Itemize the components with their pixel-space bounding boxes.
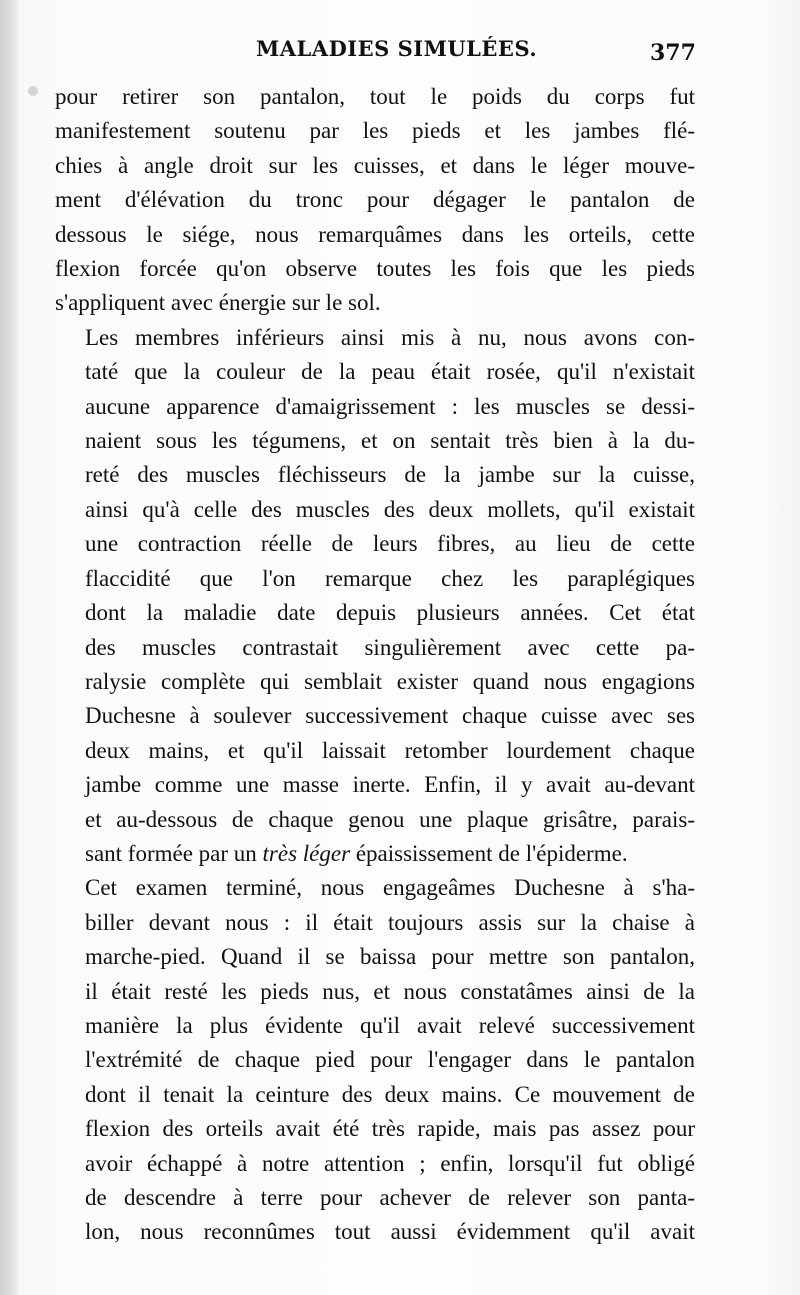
text-line: taté que la couleur de la peau était rosée, qu'il n'existait (85, 359, 695, 385)
text-line: aucune apparence d'amaigrissement : les muscles se dessi- (85, 393, 695, 419)
text-line: manifestement soutenu par les pieds et les jambes flé- (55, 118, 695, 144)
text-line: jambe comme une masse inerte. Enfin, il y avait au-devant (85, 772, 695, 798)
text-line: manière la plus évidente qu'il avait relevé successivement (85, 1012, 695, 1038)
text-line: pour retirer son pantalon, tout le poids du corps fut (55, 84, 695, 109)
text-line: marche-pied. Quand il se baissa pour mettre son pantalon, (85, 944, 695, 970)
text-line: s'appliquent avec énergie sur le sol. (55, 290, 381, 316)
text-line: lon, nous reconnûmes tout aussi évidemment qu'il avait (85, 1219, 695, 1245)
text-line: l'extrémité de chaque pied pour l'engager dans le pantalon (85, 1047, 695, 1073)
text-line: dont il tenait la ceinture des deux mains. Ce mouvement de (85, 1081, 695, 1107)
text-line: chies à angle droit sur les cuisses, et dans le léger mouve- (55, 152, 695, 178)
page-gutter-shadow (0, 0, 18, 1295)
text-line: il était resté les pieds nus, et nous constatâmes ainsi de la (85, 978, 695, 1004)
paragraph-1 (55, 80, 695, 321)
text-line: flexion des orteils avait été très rapide, mais pas assez pour (85, 1116, 695, 1142)
text-line: des muscles contrastait singulièrement avec cette pa- (85, 634, 695, 660)
ink-smudge (28, 86, 38, 96)
text-line: Les membres inférieurs ainsi mis à nu, nous avons con- (85, 324, 695, 350)
text-line: dessous le siége, nous remarquâmes dans les orteils, cette (55, 221, 695, 247)
text-run: épaississement de l'épiderme. (350, 840, 628, 866)
paragraph-2 (55, 321, 695, 872)
text-line: Cet examen terminé, nous engageâmes Duchesne à s'ha- (85, 875, 695, 901)
page-header (0, 36, 800, 76)
page-number: 377 (650, 40, 696, 66)
text-line: naient sous les tégumens, et on sentait très bien à la du- (85, 428, 695, 454)
text-line: ment d'élévation du tronc pour dégager le pantalon de (55, 187, 695, 213)
text-line: biller devant nous : il était toujours assis sur la chaise à (85, 909, 695, 935)
text-line: Duchesne à soulever successivement chaque cuisse avec ses (85, 703, 695, 729)
text-line: une contraction réelle de leurs fibres, au lieu de cette (85, 531, 695, 557)
text-run: sant formée par un (85, 840, 263, 866)
text-line-with-italic (55, 837, 695, 871)
text-line: flexion forcée qu'on observe toutes les fois que les pieds (55, 256, 695, 282)
text-line: et au-dessous de chaque genou une plaque grisâtre, parais- (85, 806, 695, 832)
text-line: ainsi qu'à celle des muscles des deux mollets, qu'il existait (85, 496, 695, 522)
text-line: reté des muscles fléchisseurs de la jambe sur la cuisse, (85, 462, 695, 488)
text-line: ralysie complète qui semblait exister quand nous engagions (85, 668, 695, 694)
paragraph-3 (55, 871, 695, 1249)
text-line: flaccidité que l'on remarque chez les paraplégiques (85, 565, 695, 591)
text-line: avoir échappé à notre attention ; enfin, lorsqu'il fut obligé (85, 1150, 695, 1176)
italic-phrase: très léger (262, 840, 351, 866)
text-line: de descendre à terre pour achever de relever son panta- (85, 1185, 695, 1210)
text-line: deux mains, et qu'il laissait retomber lourdement chaque (85, 737, 695, 763)
text-line: dont la maladie date depuis plusieurs années. Cet état (85, 600, 695, 626)
running-head: MALADIES SIMULÉES. (256, 36, 538, 61)
body-text (55, 80, 695, 1250)
